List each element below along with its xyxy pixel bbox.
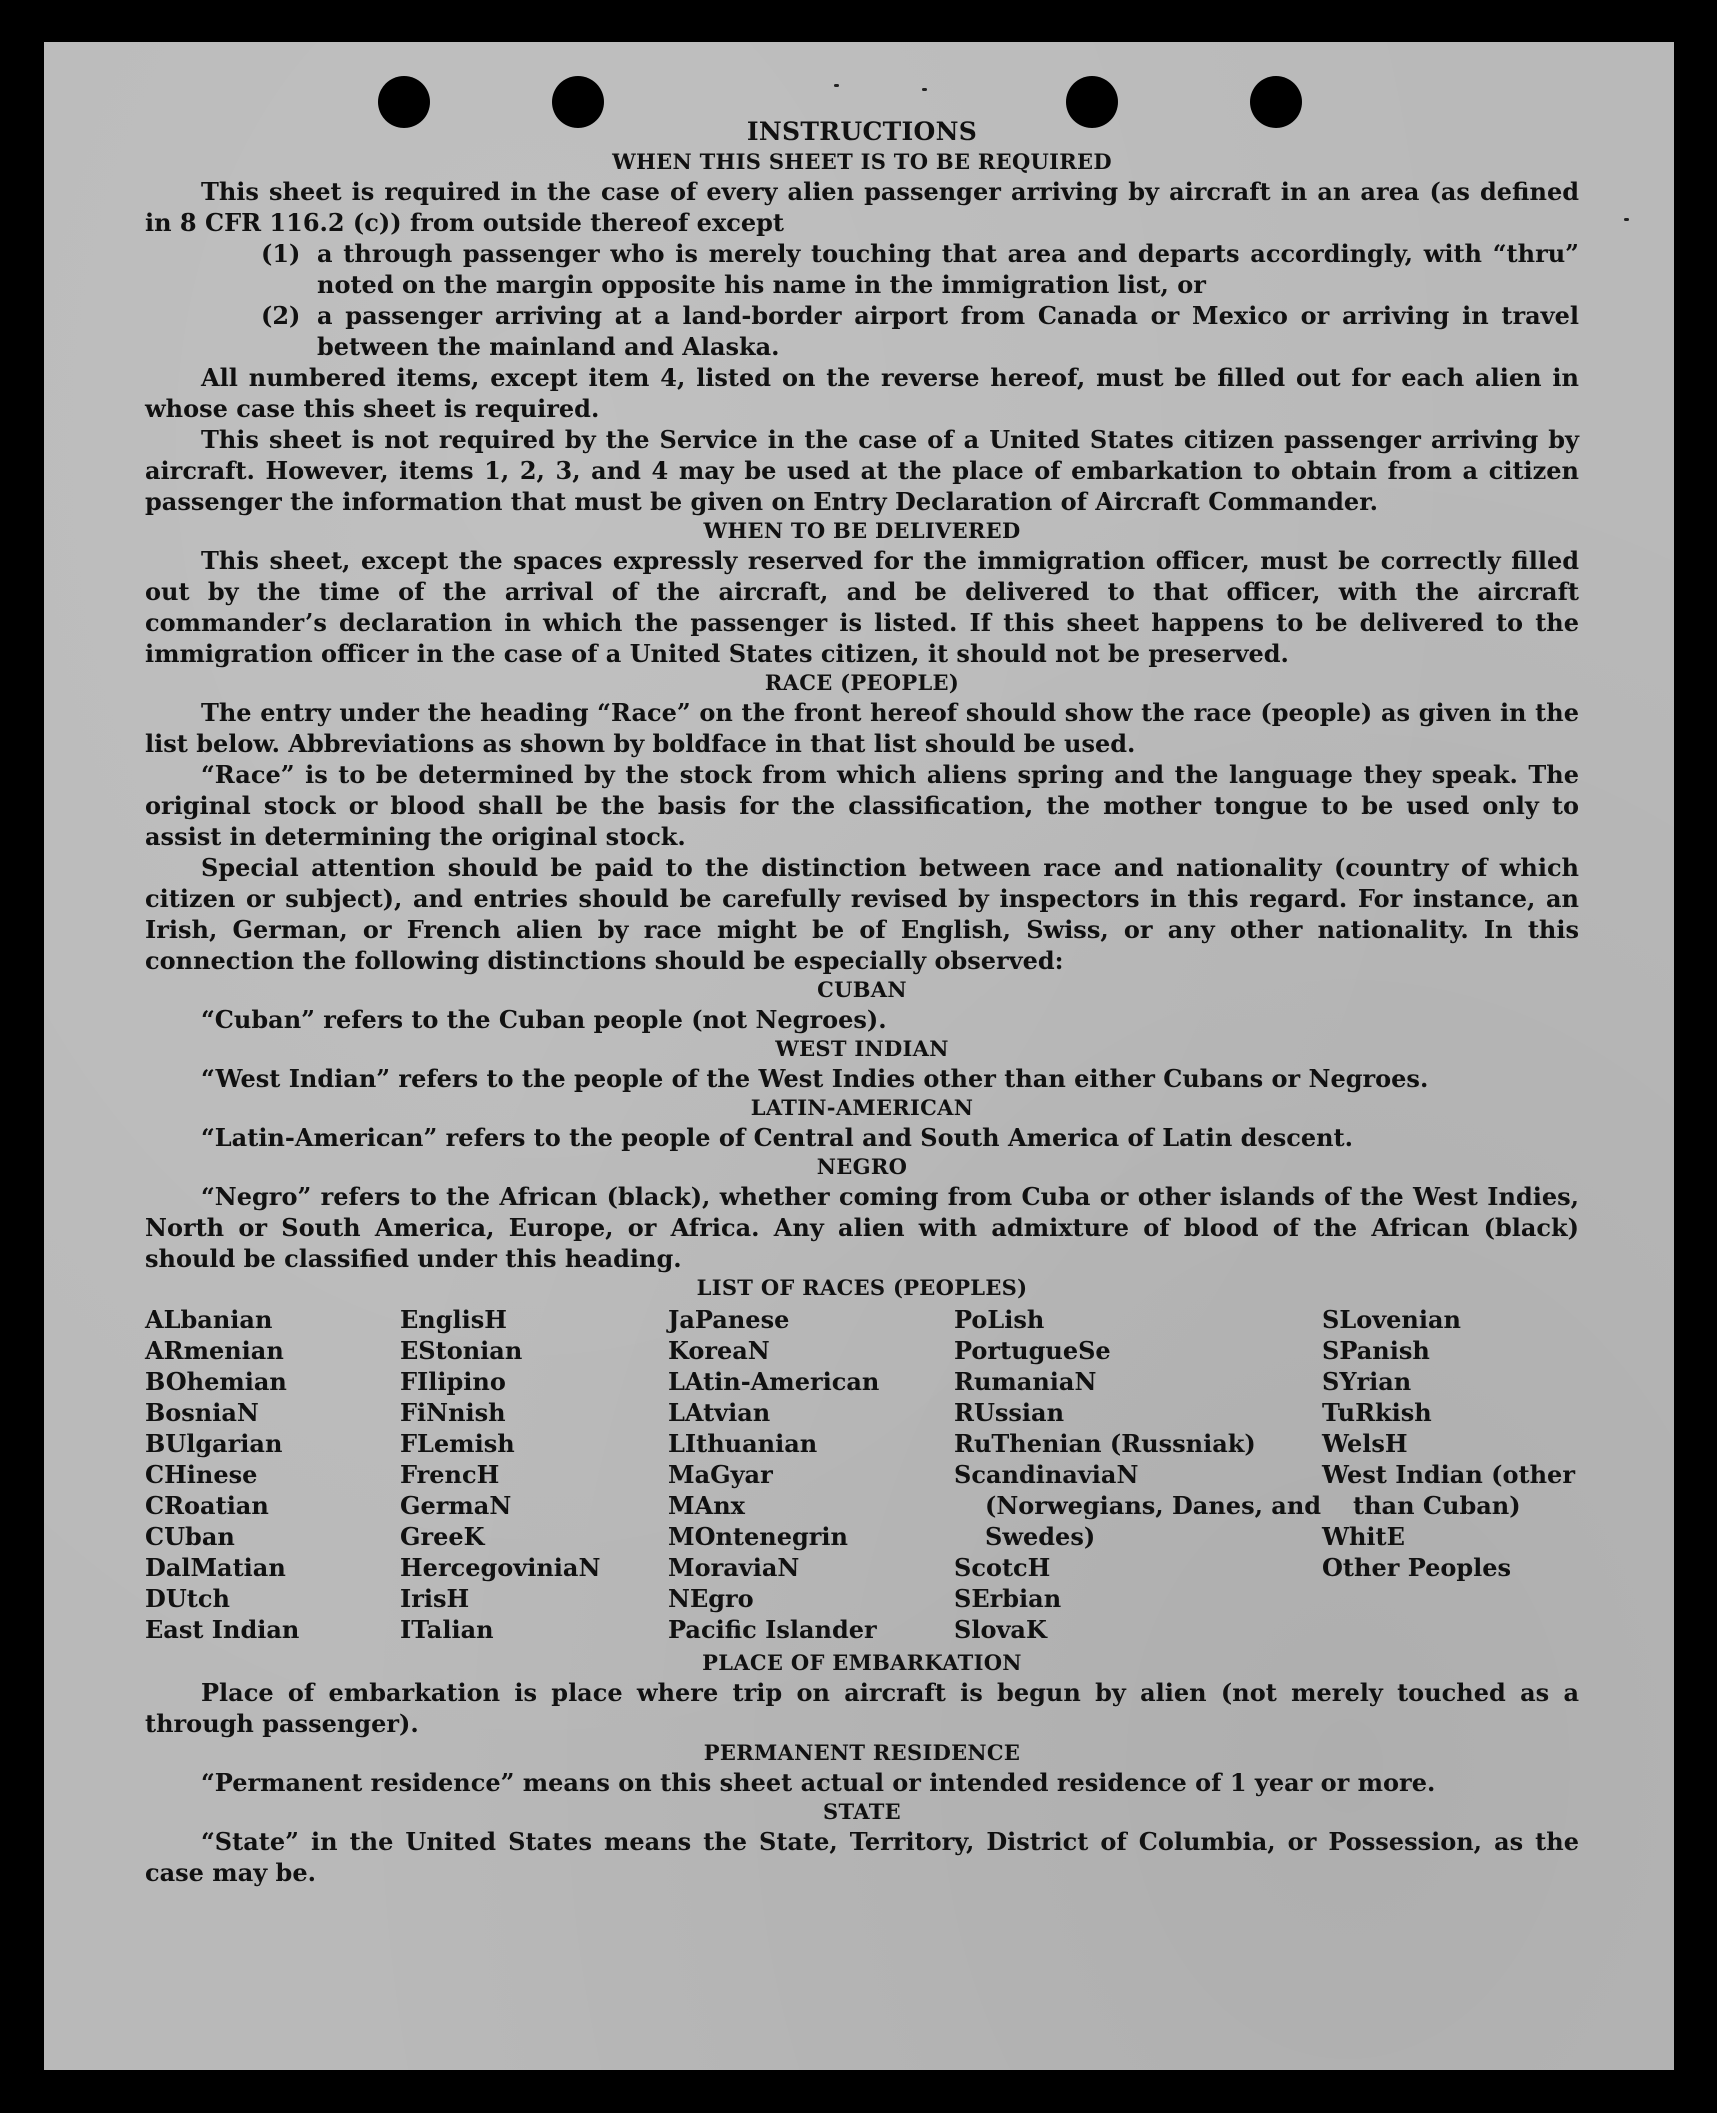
paragraph: Place of embarkation is place where trip on aircraft is begun by alien (not merely touched as a through passenger). [145,1678,1579,1738]
race-entry: ScandinaviaN (Norwegians, Danes, and Swedes) [954,1460,1322,1551]
race-entry: CUban [145,1522,235,1551]
paragraph: “West Indian” refers to the people of the West Indies other than either Cubans or Negroes. [201,1064,1429,1093]
section-heading: CUBAN [817,977,907,1002]
paragraph: “Permanent residence” means on this sheet actual or intended residence of 1 year or more. [201,1768,1436,1797]
race-entry: FIlipino [400,1367,506,1396]
race-entry: West Indian (other than Cuban) [1322,1460,1575,1520]
race-entry: PortugueSe [954,1336,1111,1365]
race-entry: IrisH [400,1584,470,1613]
section-heading: RACE (PEOPLE) [764,670,960,695]
race-entry: MaGyar [668,1460,773,1489]
race-entry: KoreaN [668,1336,770,1365]
paragraph: This sheet is not required by the Service in the case of a United States citizen passenger arriving by aircraft. However, items 1, 2, 3, and 4 may be used at the place of embarkation to obtain from a citizen passenger the information that must be given on Entry Declaration of Aircraft Commander. [145,425,1579,516]
item-text: a passenger arriving at a land-border airport from Canada or Mexico or arriving in travel between the mainland and Alaska. [317,301,1579,361]
race-entry: Other Peoples [1322,1553,1512,1582]
speck [1624,218,1629,221]
race-entry: SErbian [954,1584,1062,1613]
list-item [261,238,1579,300]
race-entry: MAnx [668,1491,745,1520]
paragraph: This sheet is required in the case of every alien passenger arriving by aircraft in an area (as defined in 8 CFR 116.2 (c)) from outside thereof except [145,177,1579,237]
race-entry: RuThenian (Russniak) [954,1429,1256,1458]
race-entry: HercegoviniaN [400,1553,601,1582]
race-entry: GermaN [400,1491,512,1520]
race-entry: MoraviaN [668,1553,800,1582]
section-heading: NEGRO [816,1154,908,1179]
paragraph: “Negro” refers to the African (black), whether coming from Cuba or other islands of the West Indies, North or South America, Europe, or Africa. Any alien with admixture of blood of the African (black) should be classified under this heading. [145,1182,1579,1273]
race-entry: RUssian [954,1398,1065,1427]
paragraph: “Cuban” refers to the Cuban people (not Negroes). [201,1005,887,1034]
section-heading: LIST OF RACES (PEOPLES) [696,1275,1028,1300]
section-heading: LATIN-AMERICAN [750,1095,974,1120]
paragraph: “State” in the United States means the State, Territory, District of Columbia, or Possession, as the case may be. [145,1827,1579,1887]
section-heading: WHEN THIS SHEET IS TO BE REQUIRED [612,149,1112,174]
section-heading: STATE [823,1799,901,1824]
race-entry: ARmenian [145,1336,284,1365]
instructions-content [145,116,1579,1888]
paragraph: “Race” is to be determined by the stock from which aliens spring and the language they speak. The original stock or blood shall be the basis for the classification, the mother tongue to be used only to assist in determining the original stock. [145,760,1579,851]
race-entry: DUtch [145,1584,230,1613]
section-heading: WHEN TO BE DELIVERED [703,518,1021,543]
item-number: (2) [261,301,301,330]
race-entry: LAtvian [668,1398,771,1427]
race-entry: SLovenian [1322,1305,1461,1334]
race-entry: DalMatian [145,1553,286,1582]
item-text: a through passenger who is merely touching that area and departs accordingly, with “thru” noted on the margin opposite his name in the immigration list, or [317,239,1579,299]
race-entry: BosniaN [145,1398,259,1427]
races-column [954,1304,1322,1645]
race-entry: JaPanese [668,1305,790,1334]
race-entry: ScotcH [954,1553,1051,1582]
race-entry: CRoatian [145,1491,269,1520]
paragraph: The entry under the heading “Race” on the front hereof should show the race (people) as given in the list below. Abbreviations as shown by boldface in that list should be used. [145,698,1579,758]
race-entry: FLemish [400,1429,515,1458]
race-entry: CHinese [145,1460,258,1489]
paragraph: All numbered items, except item 4, listed on the reverse hereof, must be filled out for each alien in whose case this sheet is required. [145,363,1579,423]
race-entry: SlovaK [954,1615,1047,1644]
race-entry: LAtin-American [668,1367,880,1396]
race-entry: LIthuanian [668,1429,818,1458]
race-entry: FrencH [400,1460,500,1489]
section-heading: PERMANENT RESIDENCE [703,1740,1021,1765]
section-heading: PLACE OF EMBARKATION [702,1650,1022,1675]
race-entry: EnglisH [400,1305,507,1334]
item-number: (1) [261,239,301,268]
race-entry: MOntenegrin [668,1522,848,1551]
race-entry: SPanish [1322,1336,1430,1365]
race-entry: SYrian [1322,1367,1412,1396]
race-entry: BUlgarian [145,1429,283,1458]
race-entry: ALbanian [145,1305,273,1334]
races-list [145,1304,1579,1645]
race-entry: EStonian [400,1336,523,1365]
race-entry: GreeK [400,1522,485,1551]
race-entry: Pacific Islander [668,1615,877,1644]
races-column [1322,1304,1579,1645]
race-entry: TuRkish [1322,1398,1432,1427]
race-entry: PoLish [954,1305,1045,1334]
document-page [44,42,1674,2070]
races-column [668,1304,954,1645]
paragraph: “Latin-American” refers to the people of Central and South America of Latin descent. [201,1123,1353,1152]
race-entry: ITalian [400,1615,494,1644]
race-entry: BOhemian [145,1367,287,1396]
speck [834,84,839,87]
races-column [400,1304,668,1645]
paragraph: This sheet, except the spaces expressly reserved for the immigration officer, must be correctly filled out by the time of the arrival of the aircraft, and be delivered to that officer, with the aircraft commander’s declaration in which the passenger is listed. If this sheet happens to be delivered to the immigration officer in the case of a United States citizen, it should not be preserved. [145,546,1579,668]
speck [922,88,927,91]
paragraph: Special attention should be paid to the distinction between race and nationality (country of which citizen or subject), and entries should be carefully revised by inspectors in this regard. For instance, an Irish, German, or French alien by race might be of English, Swiss, or any other nationality. In this connection the following distinctions should be especially observed: [145,853,1579,975]
list-item [261,300,1579,362]
race-entry: WelsH [1322,1429,1408,1458]
race-entry: NEgro [668,1584,754,1613]
race-entry: RumaniaN [954,1367,1097,1396]
page-title: INSTRUCTIONS [746,117,978,146]
race-entry: FiNnish [400,1398,506,1427]
race-entry: East Indian [145,1615,300,1644]
race-entry: WhitE [1322,1522,1405,1551]
races-column [145,1304,400,1645]
section-heading: WEST INDIAN [775,1036,949,1061]
